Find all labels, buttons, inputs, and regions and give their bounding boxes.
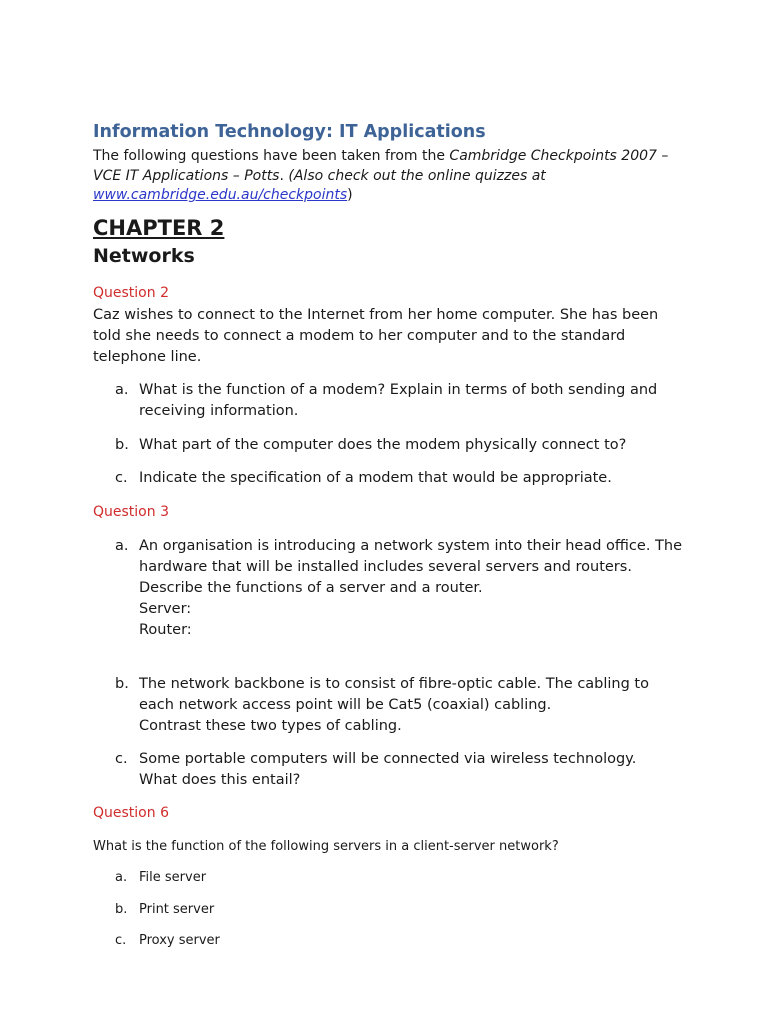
checkpoints-link[interactable]: www.cambridge.edu.au/checkpoints: [93, 187, 348, 203]
section-heading: Networks: [93, 245, 195, 267]
list-marker: a.: [115, 870, 128, 885]
list-item-text: What is the function of a modem? Explain in terms of both sending and receiving information.: [139, 382, 658, 419]
list-marker: a.: [115, 538, 129, 554]
list-item-text: Indicate the specification of a modem that would be appropriate.: [139, 470, 612, 486]
list-item-text: [139, 536, 683, 641]
question-2-heading: Question 2: [93, 285, 169, 301]
intro-text-2: .: [279, 167, 289, 184]
list-item-text: Print server: [139, 902, 215, 917]
question-2-item-b: [115, 435, 683, 456]
question-6-item-b: [115, 901, 683, 919]
list-item-line: The network backbone is to consist of fibre-optic cable. The cabling to each network access point will be Cat5 (coaxial) cabling.: [139, 676, 649, 713]
question-3-item-a: [115, 536, 683, 641]
list-item-line: Describe the functions of a server and a router.: [139, 580, 483, 596]
intro-note-close: ): [347, 187, 353, 203]
list-item-text: File server: [139, 870, 207, 885]
intro-text: The following questions have been taken from the: [93, 148, 450, 164]
list-item-text: [139, 674, 683, 737]
question-3-item-c: [115, 749, 683, 791]
intro-note-open: (Also check out the online quizzes at: [288, 167, 546, 184]
list-marker: b.: [115, 676, 129, 692]
list-marker: b.: [115, 437, 129, 453]
question-6-item-c: [115, 932, 683, 950]
list-item-line: Contrast these two types of cabling.: [139, 718, 402, 734]
list-marker: c.: [115, 933, 127, 948]
list-item-line: An organisation is introducing a network system into their head office. The hardware that will be installed includes several servers and routers.: [139, 538, 683, 575]
question-3-heading: Question 3: [93, 504, 169, 520]
question-6-item-a: [115, 869, 683, 887]
list-marker: c.: [115, 470, 128, 486]
document-title: Information Technology: IT Applications: [93, 122, 486, 142]
question-3-item-b: [115, 674, 683, 737]
list-marker: a.: [115, 382, 129, 398]
list-item-line: What does this entail?: [139, 772, 301, 788]
question-6-text: What is the function of the following servers in a client-server network?: [93, 839, 559, 854]
list-item-text: Proxy server: [139, 933, 220, 948]
question-2-text: Caz wishes to connect to the Internet from her home computer. She has been told she needs to connect a modem to her computer and to the standard telephone line.: [93, 307, 659, 365]
list-marker: c.: [115, 751, 128, 767]
intro-source: Cambridge Checkpoints 2007 – VCE IT Applications – Potts: [93, 148, 669, 184]
question-6-heading: Question 6: [93, 805, 169, 821]
list-item-text: [139, 749, 683, 791]
chapter-heading: CHAPTER 2: [93, 216, 225, 240]
list-item-line: Some portable computers will be connected via wireless technology.: [139, 751, 637, 767]
intro-paragraph: [93, 147, 683, 206]
list-item-text: What part of the computer does the modem physically connect to?: [139, 437, 627, 453]
list-marker: b.: [115, 902, 128, 917]
list-item-line: Server:: [139, 601, 192, 617]
question-2-item-a: [115, 380, 683, 422]
question-2-item-c: [115, 468, 683, 489]
list-item-line: Router:: [139, 622, 192, 638]
